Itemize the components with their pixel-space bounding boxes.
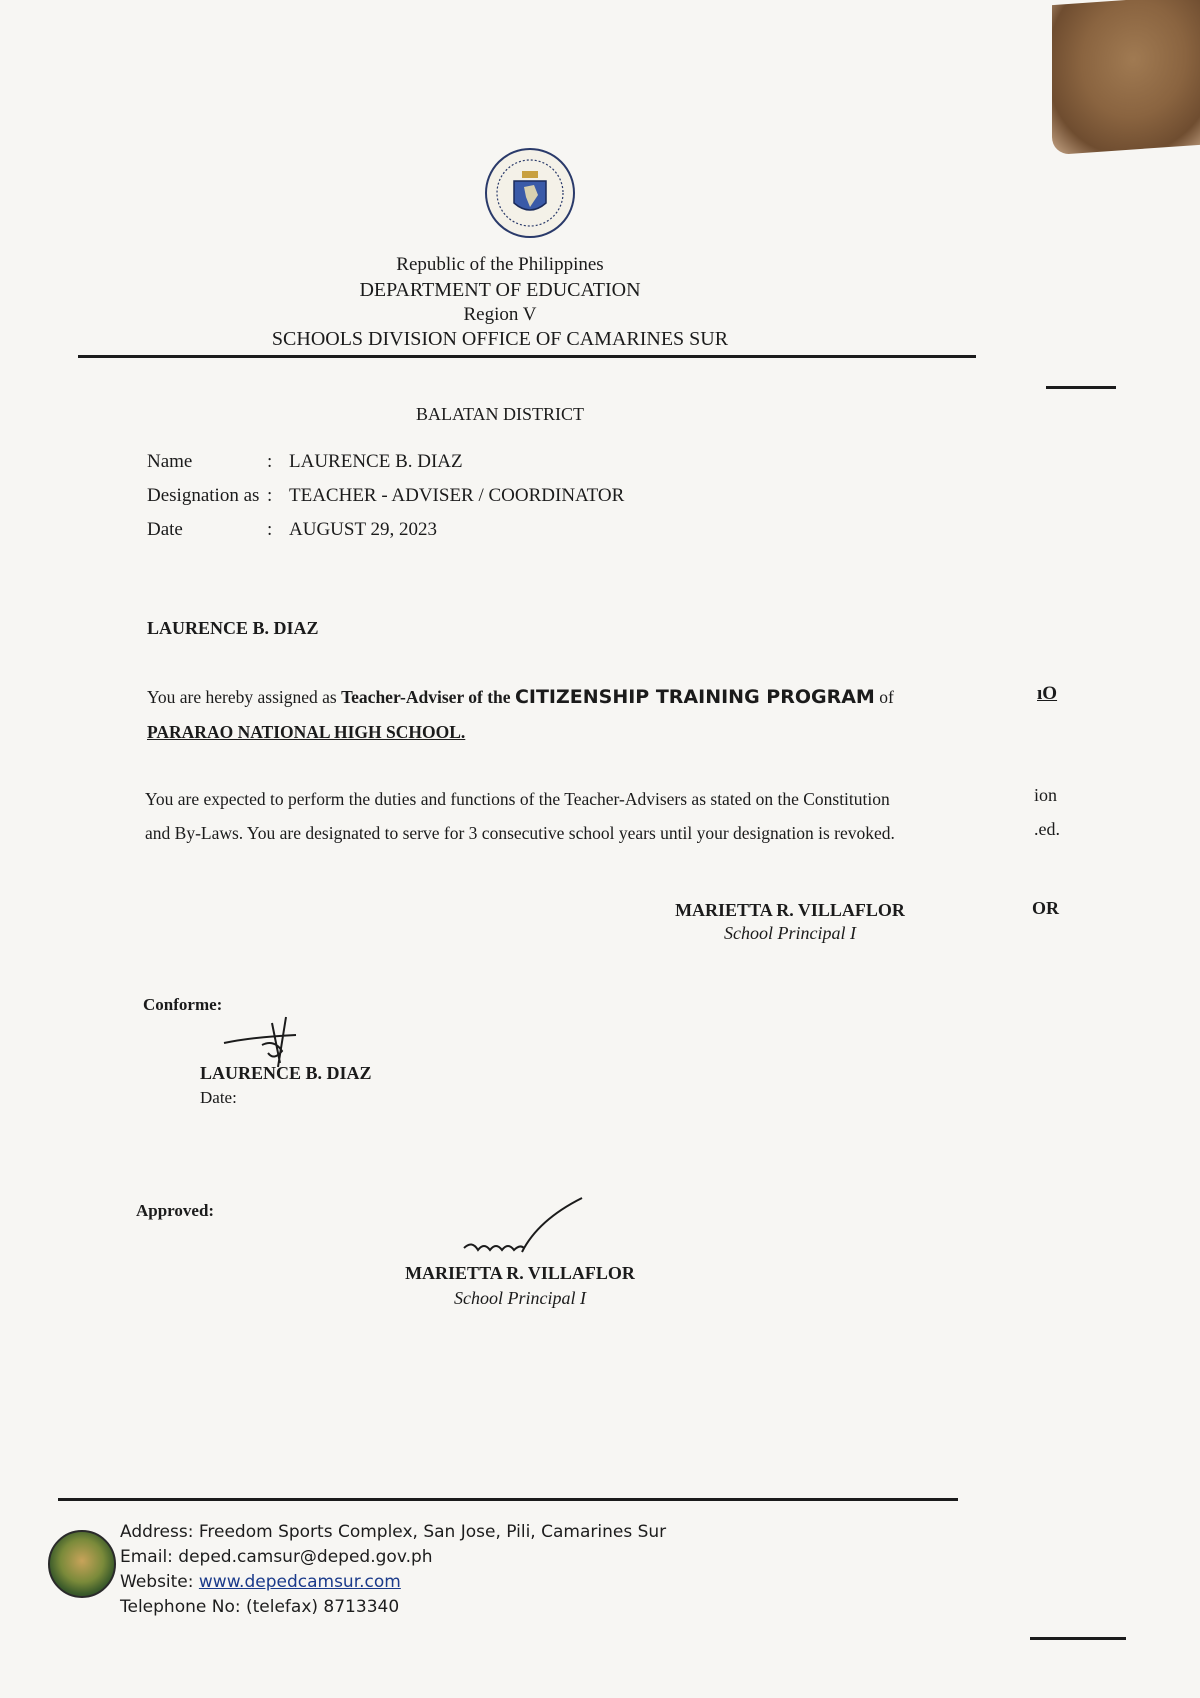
header-division: SCHOOLS DIVISION OFFICE OF CAMARINES SUR <box>271 328 729 350</box>
field-date-row <box>147 513 624 547</box>
approved-label: Approved: <box>136 1201 215 1220</box>
field-value: TEACHER - ADVISER / COORDINATOR <box>289 485 625 506</box>
district-title: BALATAN DISTRICT <box>415 404 585 424</box>
margin-rule <box>1046 386 1116 389</box>
field-colon: : <box>267 451 273 472</box>
assignment-bold: Teacher-Adviser of the <box>341 687 515 707</box>
school-name: PARARAO NATIONAL HIGH SCHOOL. <box>147 722 466 742</box>
assignment-line <box>147 686 894 708</box>
division-logo-icon <box>48 1530 116 1598</box>
footer-website-label: Website: <box>120 1572 199 1592</box>
margin-fragment: ıO <box>1037 683 1058 704</box>
addressee: LAURENCE B. DIAZ <box>147 618 319 638</box>
paper-stain <box>1052 0 1200 155</box>
approver-block <box>390 1263 650 1309</box>
deped-seal-icon <box>484 147 576 239</box>
field-value: LAURENCE B. DIAZ <box>289 451 463 472</box>
conforme-date-label: Date: <box>200 1088 237 1107</box>
margin-fragment: OR <box>1032 898 1059 918</box>
signatory-name: MARIETTA R. VILLAFLOR <box>675 900 905 920</box>
footer-website-line <box>120 1572 401 1592</box>
header-rule <box>78 355 976 358</box>
field-value: AUGUST 29, 2023 <box>289 519 437 540</box>
conforme-label: Conforme: <box>143 995 223 1014</box>
footer-email: Email: deped.camsur@deped.gov.ph <box>120 1547 433 1567</box>
header-department: DEPARTMENT OF EDUCATION <box>359 279 641 301</box>
margin-fragment: .ed. <box>1034 819 1060 839</box>
footer-website-link[interactable]: www.depedcamsur.com <box>198 1572 401 1592</box>
approver-title: School Principal I <box>454 1288 586 1308</box>
signatory-title: School Principal I <box>724 923 856 943</box>
field-name-row <box>147 445 624 479</box>
duties-line-2: and By-Laws. You are designated to serve for 3 consecutive school years until your designation is revoked. <box>145 823 895 843</box>
signatory-block <box>650 900 930 944</box>
footer-rule <box>58 1498 958 1501</box>
assignment-pre: You are hereby assigned as <box>147 687 342 707</box>
header-region: Region V <box>463 304 537 325</box>
margin-rule-bottom <box>1030 1637 1126 1640</box>
field-designation-row <box>147 479 624 513</box>
duties-line-1: You are expected to perform the duties and functions of the Teacher-Advisers as stated on the Constitution <box>145 789 890 809</box>
field-label: Designation as <box>147 485 260 506</box>
assignment-post: of <box>874 687 894 707</box>
header-republic: Republic of the Philippines <box>396 254 604 275</box>
field-colon: : <box>267 485 273 506</box>
details-table <box>147 445 624 547</box>
approver-name: MARIETTA R. VILLAFLOR <box>405 1263 635 1283</box>
margin-fragment: ion <box>1034 785 1058 805</box>
footer-address: Address: Freedom Sports Complex, San Jose, Pili, Camarines Sur <box>120 1522 667 1542</box>
field-colon: : <box>267 519 273 540</box>
footer-telephone: Telephone No: (telefax) 8713340 <box>120 1597 400 1617</box>
field-label: Date <box>147 519 183 540</box>
program-name: CITIZENSHIP TRAINING PROGRAM <box>514 686 875 708</box>
field-label: Name <box>147 451 193 472</box>
conforme-name: LAURENCE B. DIAZ <box>200 1063 372 1083</box>
